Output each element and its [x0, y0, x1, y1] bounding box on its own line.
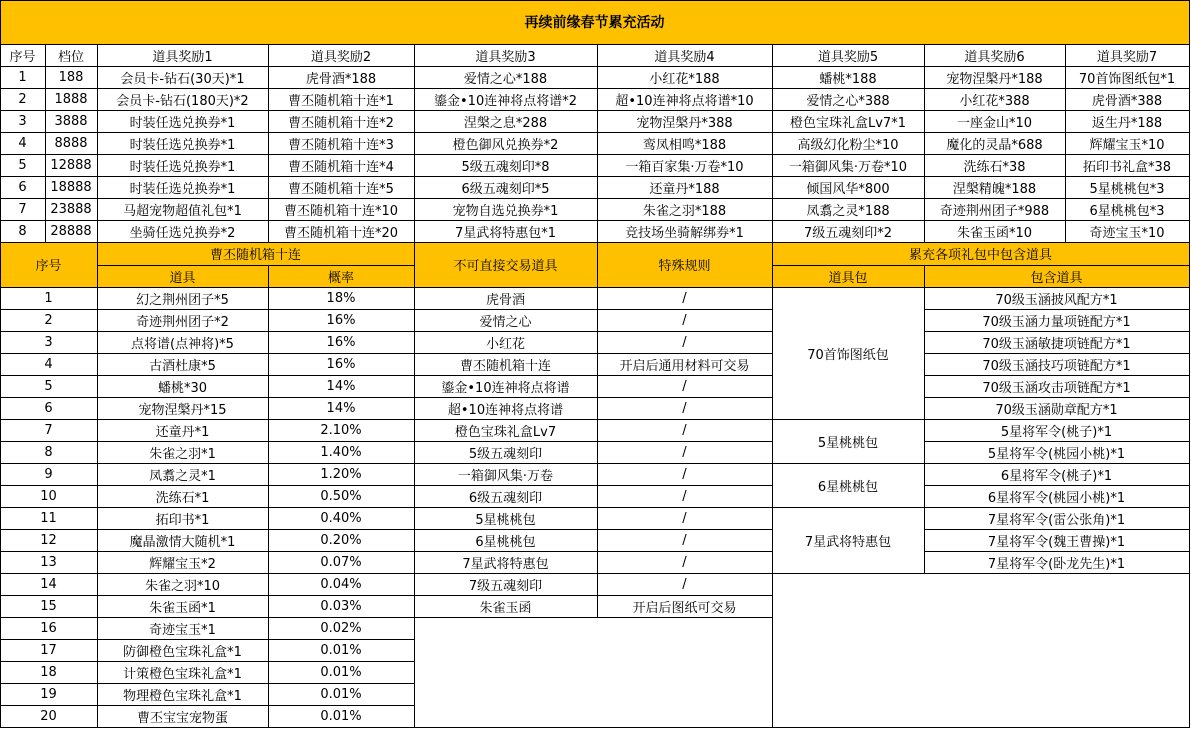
- top-row-index: 2: [18, 91, 27, 107]
- grid-line: [924, 507, 1190, 508]
- top-row-cell: 虎骨酒*388: [1091, 93, 1163, 109]
- grid-line: [97, 265, 415, 266]
- top-row-cell: 凤翥之灵*188: [806, 203, 890, 219]
- left-row-rate: 0.20%: [320, 532, 362, 548]
- top-row-cell: 曹丕随机箱十连*3: [288, 137, 394, 153]
- grid-line: [0, 639, 415, 640]
- top-row-cell: 曹丕随机箱十连*2: [288, 115, 394, 131]
- left-group-header: 曹丕随机箱十连: [209, 248, 301, 263]
- top-row-cell: 曹丕随机箱十连*10: [283, 203, 399, 219]
- left-row-item: 点将谱(点神将)*5: [131, 336, 234, 352]
- grid-line: [0, 353, 415, 354]
- top-row-cell: 1888: [54, 91, 88, 107]
- left-row-item: 还童丹*1: [155, 424, 210, 440]
- mid-row-rule: /: [682, 400, 687, 416]
- left-row-rate: 1.40%: [320, 444, 362, 460]
- grid-line: [414, 441, 773, 442]
- right-content-item: 70级玉涵勋章配方*1: [995, 402, 1118, 418]
- grid-line: [0, 309, 415, 310]
- mid-rule-header: 特殊规则: [658, 259, 711, 274]
- left-row-rate: 0.01%: [320, 642, 362, 658]
- grid-line: [0, 705, 415, 706]
- top-row-cell: 8888: [54, 135, 88, 151]
- mid-row-rule: /: [682, 532, 687, 548]
- mid-row-item: 一箱御风集·万卷: [457, 468, 554, 484]
- top-row-cell: 坐骑任选兑换券*2: [129, 225, 236, 241]
- right-content-item: 6星将军令(桃子)*1: [1000, 468, 1113, 484]
- top-row-cell: 12888: [50, 157, 92, 173]
- right-group-header: 累充各项礼包中包含道具: [908, 248, 1052, 263]
- top-header-3: 道具奖励1: [152, 49, 213, 65]
- left-row-rate: 0.01%: [320, 708, 362, 724]
- mid-row-item: 5级五魂刻印: [468, 446, 543, 462]
- left-row-rate: 16%: [326, 334, 356, 350]
- left-row-index: 20: [40, 708, 57, 724]
- top-row-cell: 洗练石*38: [963, 159, 1026, 175]
- left-no-header: 序号: [35, 259, 62, 274]
- left-row-rate: 14%: [326, 378, 356, 394]
- grid-line: [0, 66, 1190, 67]
- left-row-item: 物理橙色宝珠礼盒*1: [123, 688, 242, 704]
- grid-line: [414, 551, 773, 552]
- top-header-2: 档位: [57, 49, 84, 65]
- grid-line: [268, 265, 269, 728]
- left-row-item: 凤翥之灵*1: [149, 468, 216, 484]
- right-content-header: 包含道具: [1030, 270, 1083, 286]
- top-row-cell: 魔化的灵晶*688: [946, 137, 1043, 153]
- left-row-index: 8: [44, 444, 53, 460]
- page-title: 再续前缘春节累充活动: [524, 15, 665, 31]
- left-row-rate: 2.10%: [320, 422, 362, 438]
- top-row-cell: 奇迹荆州团子*988: [939, 203, 1050, 219]
- left-row-index: 2: [44, 312, 53, 328]
- grid-line: [0, 463, 415, 464]
- top-row-index: 8: [18, 223, 27, 239]
- mid-row-item: 爱情之心: [479, 314, 532, 330]
- mid-row-rule: /: [682, 334, 687, 350]
- left-row-rate: 0.03%: [320, 598, 362, 614]
- top-header-5: 道具奖励3: [475, 49, 536, 65]
- top-row-cell: 宠物涅槃丹*388: [636, 115, 733, 131]
- mid-row-item: 小红花: [485, 336, 525, 352]
- left-row-rate: 0.01%: [320, 664, 362, 680]
- mid-row-rule: 开启后图纸可交易: [632, 600, 737, 616]
- top-row-cell: 曹丕随机箱十连*5: [288, 181, 394, 197]
- left-row-rate: 14%: [326, 400, 356, 416]
- top-row-cell: 时装任选兑换券*1: [129, 181, 236, 197]
- left-row-item: 朱雀玉函*1: [149, 600, 216, 616]
- top-row-cell: 188: [58, 69, 84, 85]
- right-content-item: 5星将军令(桃园小桃)*1: [987, 446, 1126, 462]
- top-row-cell: 超•10连神将点将谱*10: [615, 93, 754, 109]
- mid-row-item: 橙色宝珠礼盒Lv7: [454, 424, 557, 440]
- right-content-item: 7星将军令(雷公张角)*1: [987, 512, 1126, 528]
- grid-line: [414, 353, 773, 354]
- top-row-cell: 马超宠物超值礼包*1: [123, 203, 242, 219]
- right-content-item: 70级玉涵技巧项链配方*1: [982, 358, 1131, 374]
- left-row-index: 13: [40, 554, 57, 570]
- grid-line: [924, 309, 1190, 310]
- top-row-cell: 6级五魂刻印*5: [461, 181, 550, 197]
- grid-line: [597, 242, 598, 618]
- left-row-item: 古酒杜康*5: [149, 358, 216, 374]
- top-header-9: 道具奖励7: [1096, 49, 1158, 65]
- grid-line: [0, 242, 1190, 243]
- grid-line: [268, 44, 269, 243]
- left-row-rate: 0.04%: [320, 576, 362, 592]
- grid-line: [0, 287, 1190, 288]
- grid-line: [414, 507, 773, 508]
- top-row-cell: 7级五魂刻印*2: [803, 225, 893, 241]
- grid-line: [0, 727, 1190, 728]
- top-row-cell: 鸾凤相鸣*188: [642, 137, 727, 153]
- mid-row-item: 7级五魂刻印: [468, 578, 543, 594]
- grid-line: [0, 661, 415, 662]
- mid-row-rule: 开启后通用材料可交易: [619, 358, 750, 374]
- left-row-index: 1: [44, 290, 53, 306]
- mid-row-rule: /: [682, 576, 687, 592]
- grid-line: [0, 154, 1190, 155]
- top-row-cell: 蟠桃*188: [819, 71, 877, 87]
- grid-line: [414, 44, 415, 243]
- grid-line: [414, 617, 773, 618]
- grid-line: [45, 44, 46, 243]
- grid-line: [0, 220, 1190, 221]
- grid-line: [0, 176, 1190, 177]
- left-row-index: 6: [44, 400, 53, 416]
- top-row-cell: 橙色宝珠礼盒Lv7*1: [790, 115, 906, 131]
- left-row-rate: 1.20%: [320, 466, 362, 482]
- top-row-cell: 会员卡-钻石(180天)*2: [116, 93, 249, 109]
- left-row-index: 7: [44, 422, 53, 438]
- top-row-cell: 时装任选兑换券*1: [129, 137, 236, 153]
- left-row-index: 16: [40, 620, 57, 636]
- top-header-8: 道具奖励6: [964, 49, 1025, 65]
- mid-row-rule: /: [682, 312, 687, 328]
- grid-line: [772, 265, 1190, 266]
- right-pack-name: 6星桃桃包: [817, 479, 879, 495]
- mid-row-rule: /: [682, 290, 687, 306]
- grid-line: [0, 683, 415, 684]
- top-row-cell: 辉耀宝玉*10: [1089, 137, 1165, 153]
- grid-line: [924, 331, 1190, 332]
- grid-line: [0, 551, 415, 552]
- top-row-cell: 宠物自选兑换券*1: [452, 203, 559, 219]
- grid-line: [97, 44, 98, 243]
- top-row-cell: 小红花*388: [959, 93, 1030, 109]
- top-row-cell: 还童丹*188: [649, 181, 720, 197]
- grid-line: [0, 375, 415, 376]
- mid-row-rule: /: [682, 378, 687, 394]
- grid-line: [414, 375, 773, 376]
- grid-line: [597, 44, 598, 243]
- top-header-6: 道具奖励4: [654, 49, 715, 65]
- grid-line: [772, 419, 925, 420]
- left-row-item: 魔晶激情大随机*1: [129, 534, 236, 550]
- left-row-item: 计策橙色宝珠礼盒*1: [123, 666, 242, 682]
- right-content-item: 7星将军令(卧龙先生)*1: [987, 556, 1126, 572]
- left-row-rate: 18%: [326, 290, 356, 306]
- left-row-index: 12: [40, 532, 57, 548]
- top-row-cell: 倾国风华*800: [806, 181, 890, 197]
- left-row-item: 拓印书*1: [155, 512, 210, 528]
- right-content-item: 5星将军令(桃子)*1: [1000, 424, 1113, 440]
- left-row-index: 5: [44, 378, 53, 394]
- grid-line: [924, 44, 925, 243]
- left-row-rate: 0.40%: [320, 510, 362, 526]
- top-row-index: 6: [18, 179, 27, 195]
- top-row-cell: 竞技场坐骑解绑券*1: [625, 225, 744, 241]
- mid-row-item: 6星桃桃包: [475, 534, 536, 550]
- grid-line: [414, 331, 773, 332]
- grid-line: [0, 198, 1190, 199]
- top-row-cell: 曹丕随机箱十连*20: [283, 225, 399, 241]
- top-row-cell: 返生丹*188: [1091, 115, 1163, 131]
- grid-line: [0, 573, 415, 574]
- grid-line: [0, 88, 1190, 89]
- left-row-item: 洗练石*1: [155, 490, 210, 506]
- left-row-index: 4: [44, 356, 53, 372]
- top-row-index: 3: [18, 113, 27, 129]
- top-row-cell: 鎏金•10连神将点将谱*2: [434, 93, 577, 109]
- mid-row-rule: /: [682, 510, 687, 526]
- grid-line: [924, 353, 1190, 354]
- left-row-rate: 16%: [326, 312, 356, 328]
- top-row-cell: 曹丕随机箱十连*1: [288, 93, 394, 109]
- grid-line: [772, 463, 925, 464]
- top-row-cell: 5星桃桃包*3: [1089, 181, 1165, 197]
- grid-line: [0, 419, 415, 420]
- top-row-cell: 奇迹宝玉*10: [1089, 225, 1165, 241]
- grid-line: [772, 507, 925, 508]
- left-row-index: 14: [40, 576, 57, 592]
- mid-row-rule: /: [682, 422, 687, 438]
- grid-line: [924, 573, 1190, 574]
- left-row-item: 防御橙色宝珠礼盒*1: [123, 644, 242, 660]
- grid-line: [414, 419, 773, 420]
- top-row-cell: 会员卡-钻石(30天)*1: [120, 71, 245, 87]
- left-row-rate: 0.01%: [320, 686, 362, 702]
- top-row-cell: 18888: [50, 179, 92, 195]
- left-row-rate: 16%: [326, 356, 356, 372]
- right-content-item: 70级玉涵披风配方*1: [995, 292, 1118, 308]
- mid-row-rule: /: [682, 444, 687, 460]
- grid-line: [924, 485, 1190, 486]
- mid-row-item: 曹丕随机箱十连: [459, 358, 551, 374]
- top-row-cell: 涅槃精魄*188: [952, 181, 1037, 197]
- top-row-cell: 时装任选兑换券*1: [129, 115, 236, 131]
- top-header-4: 道具奖励2: [310, 49, 372, 65]
- left-row-rate: 0.07%: [320, 554, 362, 570]
- grid-line: [0, 595, 415, 596]
- top-row-cell: 爱情之心*188: [463, 71, 548, 87]
- top-row-cell: 时装任选兑换券*1: [129, 159, 236, 175]
- left-row-item: 宠物涅槃丹*15: [138, 402, 227, 418]
- grid-line: [924, 397, 1190, 398]
- grid-line: [414, 397, 773, 398]
- grid-line: [414, 595, 773, 596]
- mid-row-rule: /: [682, 466, 687, 482]
- right-content-item: 7星将军令(魏王曹操)*1: [987, 534, 1126, 550]
- top-row-cell: 朱雀玉函*10: [956, 225, 1033, 241]
- top-row-index: 1: [18, 69, 27, 85]
- grid-line: [924, 441, 1190, 442]
- left-row-index: 17: [40, 642, 57, 658]
- grid-line: [0, 331, 415, 332]
- top-row-cell: 6星桃桃包*3: [1089, 203, 1165, 219]
- mid-row-item: 7星武将特惠包: [462, 556, 549, 572]
- grid-line: [0, 617, 415, 618]
- right-content-item: 6星将军令(桃园小桃)*1: [987, 490, 1126, 506]
- grid-line: [924, 375, 1190, 376]
- top-row-cell: 28888: [50, 223, 92, 239]
- grid-line: [772, 44, 773, 243]
- mid-row-item: 虎骨酒: [485, 292, 525, 308]
- grid-line: [414, 573, 773, 574]
- top-row-cell: 爱情之心*388: [806, 93, 890, 109]
- grid-line: [414, 309, 773, 310]
- top-row-cell: 一箱百家集·万卷*10: [625, 159, 744, 175]
- grid-line: [414, 529, 773, 530]
- left-row-item: 奇迹荆州团子*2: [136, 314, 229, 330]
- grid-line: [924, 529, 1190, 530]
- left-row-item: 辉耀宝玉*2: [149, 556, 216, 572]
- top-row-cell: 7星武将特惠包*1: [454, 225, 557, 241]
- mid-row-item: 超•10连神将点将谱: [447, 402, 564, 418]
- grid-line: [0, 110, 1190, 111]
- mid-row-rule: /: [682, 488, 687, 504]
- left-row-rate: 0.02%: [320, 620, 362, 636]
- top-row-index: 5: [18, 157, 27, 173]
- top-row-cell: 23888: [50, 201, 92, 217]
- right-content-item: 70级玉涵敏捷项链配方*1: [982, 336, 1131, 352]
- grid-line: [0, 132, 1190, 133]
- mid-row-item: 鎏金•10连神将点将谱: [441, 380, 570, 396]
- top-row-cell: 3888: [54, 113, 88, 129]
- left-row-item: 朱雀之羽*10: [144, 578, 221, 594]
- grid-line: [414, 463, 773, 464]
- left-row-rate: 0.50%: [320, 488, 362, 504]
- left-row-index: 3: [44, 334, 53, 350]
- grid-line: [0, 0, 1190, 1]
- top-row-index: 7: [18, 201, 27, 217]
- top-row-cell: 一座金山*10: [956, 115, 1033, 131]
- grid-line: [0, 485, 415, 486]
- top-header-7: 道具奖励5: [817, 49, 879, 65]
- right-pack-name: 5星桃桃包: [817, 435, 879, 451]
- top-row-cell: 70首饰图纸包*1: [1078, 71, 1176, 87]
- grid-line: [0, 44, 1190, 45]
- grid-line: [924, 419, 1190, 420]
- right-content-item: 70级玉涵力量项链配方*1: [982, 314, 1131, 330]
- grid-line: [0, 441, 415, 442]
- top-row-cell: 虎骨酒*188: [305, 71, 377, 87]
- left-row-index: 19: [40, 686, 57, 702]
- right-pack-name: 7星武将特惠包: [804, 534, 892, 550]
- mid-row-item: 5星桃桃包: [475, 512, 536, 528]
- top-row-cell: 涅槃之息*288: [463, 115, 548, 131]
- grid-line: [0, 397, 415, 398]
- left-row-index: 10: [40, 488, 57, 504]
- grid-line: [0, 507, 415, 508]
- top-row-cell: 一箱御风集·万卷*10: [788, 159, 908, 175]
- right-content-item: 70级玉涵攻击项链配方*1: [982, 380, 1131, 396]
- left-row-item: 幻之荆州团子*5: [136, 292, 229, 308]
- grid-line: [924, 551, 1190, 552]
- top-header-1: 序号: [9, 49, 36, 65]
- grid-line: [414, 485, 773, 486]
- left-row-item: 朱雀之羽*1: [149, 446, 216, 462]
- left-row-index: 18: [40, 664, 57, 680]
- right-pack-name: 70首饰图纸包: [807, 347, 889, 363]
- left-item-header: 道具: [169, 270, 196, 286]
- top-row-cell: 高级幻化粉尘*10: [797, 137, 899, 153]
- left-row-item: 奇迹宝玉*1: [149, 622, 216, 638]
- left-rate-header: 概率: [327, 270, 354, 286]
- top-row-cell: 橙色御风兑换券*2: [452, 137, 559, 153]
- grid-line: [1065, 44, 1066, 243]
- mid-row-item: 6级五魂刻印: [468, 490, 543, 506]
- grid-line: [924, 463, 1190, 464]
- left-row-index: 9: [44, 466, 53, 482]
- grid-line: [772, 573, 925, 574]
- top-row-index: 4: [18, 135, 27, 151]
- left-row-index: 11: [40, 510, 57, 526]
- top-row-cell: 宠物涅槃丹*188: [946, 71, 1043, 87]
- mid-row-rule: /: [682, 554, 687, 570]
- top-row-cell: 拓印书礼盒*38: [1082, 159, 1172, 175]
- left-row-item: 曹丕宝宝宠物蛋: [136, 710, 228, 726]
- mid-row-item: 朱雀玉函: [479, 600, 532, 616]
- top-row-cell: 5级五魂刻印*8: [461, 159, 550, 175]
- top-row-cell: 小红花*188: [649, 71, 720, 87]
- grid-line: [0, 529, 415, 530]
- mid-item-header: 不可直接交易道具: [453, 259, 558, 274]
- left-row-index: 15: [40, 598, 57, 614]
- right-pack-header: 道具包: [828, 270, 868, 286]
- top-row-cell: 朱雀之羽*188: [642, 203, 727, 219]
- top-row-cell: 曹丕随机箱十连*4: [288, 159, 394, 175]
- left-row-item: 蟠桃*30: [157, 380, 208, 396]
